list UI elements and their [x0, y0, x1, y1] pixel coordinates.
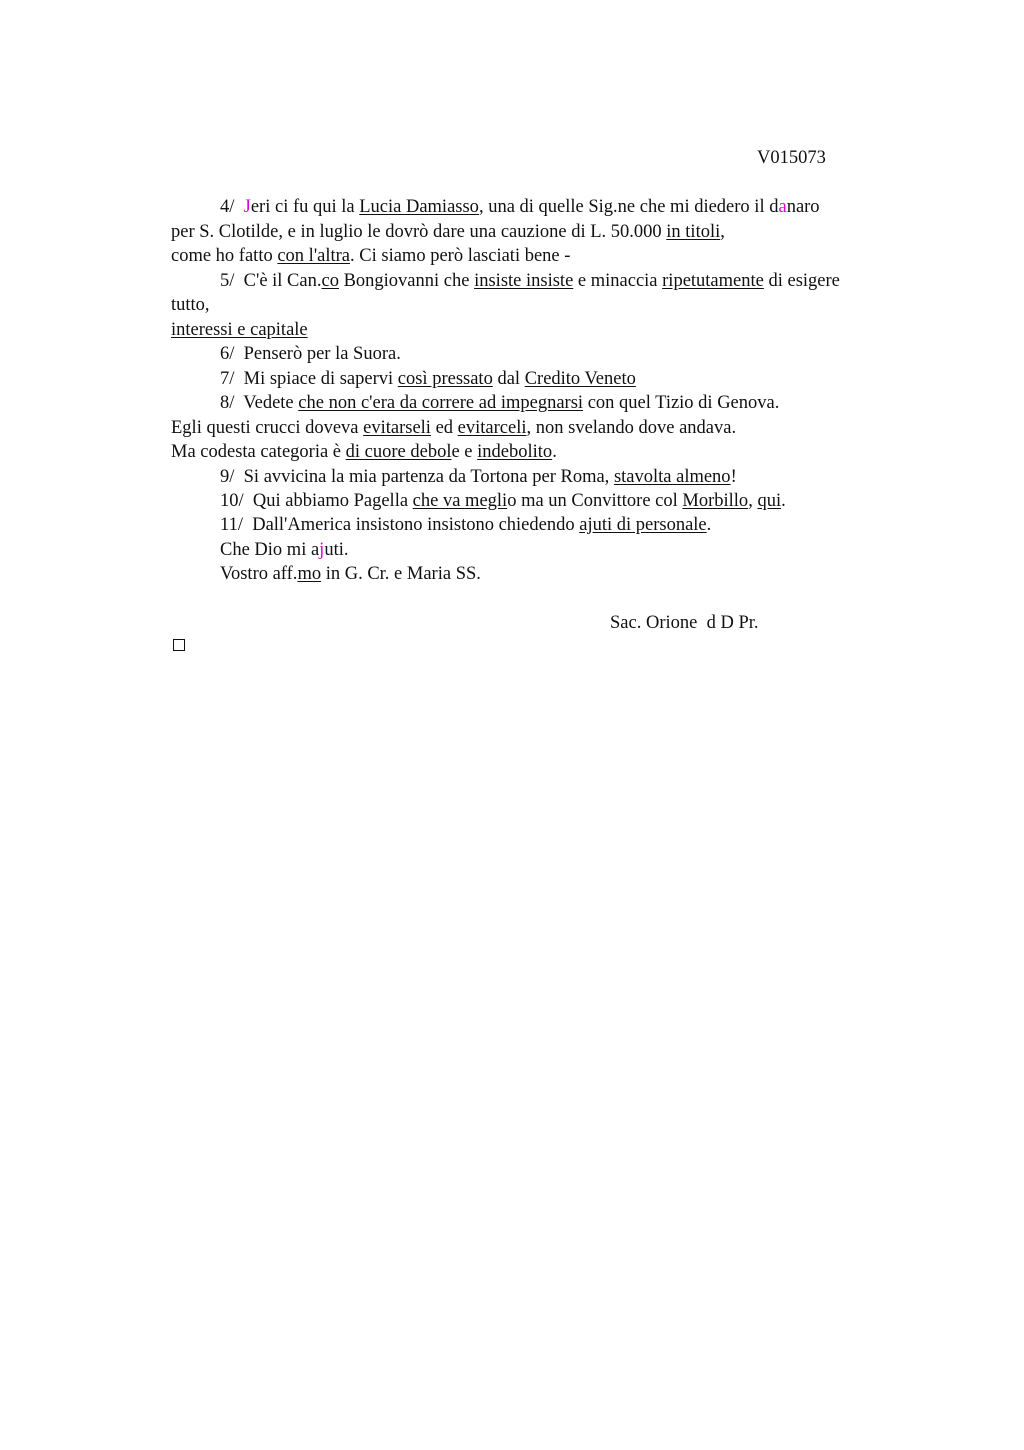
letter-line [220, 489, 786, 513]
text-run: Ma codesta categoria è [171, 442, 346, 462]
underlined-text: ripetutamente [662, 271, 764, 291]
letter-line [220, 391, 779, 415]
letter-line [171, 318, 308, 342]
text-run: . [781, 491, 786, 511]
letter-line [171, 220, 725, 244]
text-run: ed [430, 418, 458, 438]
letter-line [171, 440, 557, 464]
text-run: , una di quelle Sig.ne che mi diedero il d [478, 197, 779, 217]
underlined-text: interessi e capitale [171, 320, 308, 340]
text-run: tutto, [171, 295, 210, 315]
underlined-text: co [321, 271, 339, 291]
highlighted-letter: j [319, 540, 325, 560]
text-run: come ho fatto [171, 246, 278, 266]
text-run: 5/ C'è il Can. [220, 271, 322, 291]
text-run: di esigere [763, 271, 840, 291]
letter-line [171, 244, 570, 268]
text-run: 7/ Mi spiace di sapervi [220, 369, 398, 389]
text-run: uti. [324, 540, 349, 560]
document-id: V015073 [757, 148, 826, 168]
underlined-text: che non c'era da correre ad impegnarsi [298, 393, 584, 413]
text-run: 9/ Si avvicina la mia partenza da Tortona per Roma, [220, 467, 614, 487]
text-run: dal [492, 369, 525, 389]
letter-line [220, 513, 711, 537]
text-run: 8/ Vedete [220, 393, 299, 413]
underlined-text: qui [757, 491, 782, 511]
text-run: ! [730, 467, 737, 487]
highlighted-letter: a [778, 197, 787, 217]
underlined-text: che va megli [412, 491, 508, 511]
underlined-text: stavolta almeno [613, 467, 731, 487]
text-run: Bongiovanni che [338, 271, 475, 291]
letter-line [220, 342, 401, 366]
underlined-text: in titoli [666, 222, 721, 242]
text-run: , [720, 222, 725, 242]
underlined-text: così pressato [397, 369, 493, 389]
letter-line [220, 562, 481, 586]
letter-line [220, 538, 348, 562]
text-run: Che Dio mi a [220, 540, 320, 560]
underlined-text: Lucia Damiasso [359, 197, 479, 217]
text-run: . [552, 442, 557, 462]
text-run: . [706, 515, 712, 535]
text-run: per S. Clotilde, e in luglio le dovrò dare una cauzione di L. 50.000 [171, 222, 667, 242]
underlined-text: Morbillo [682, 491, 749, 511]
text-run: in G. Cr. e Maria SS. [321, 564, 481, 584]
text-run: 4/ [220, 197, 244, 217]
text-run: . Ci siamo però lasciati bene - [350, 246, 571, 266]
text-run: 6/ Penserò per la Suora. [220, 344, 401, 364]
underlined-text: indebolito [477, 442, 553, 462]
letter-line [220, 269, 840, 293]
underlined-text: insiste insiste [474, 271, 574, 291]
letter-line [171, 416, 736, 440]
underlined-text: Credito Veneto [524, 369, 636, 389]
letter-line [220, 367, 636, 391]
text-run: , non svelando dove andava. [526, 418, 737, 438]
underlined-text: con l'altra [277, 246, 351, 266]
underlined-text: evitarseli [363, 418, 431, 438]
text-run: , [748, 491, 758, 511]
underlined-text: evitarceli [457, 418, 527, 438]
text-run: Egli questi crucci doveva [171, 418, 364, 438]
letter-line [171, 293, 210, 317]
text-run: con quel Tizio di Genova. [583, 393, 780, 413]
text-run: Vostro aff. [220, 564, 298, 584]
text-run: naro [786, 197, 820, 217]
letter-line [220, 195, 820, 219]
text-run: 11/ Dall'America insistono insistono chiedendo [220, 515, 580, 535]
text-run: e minaccia [573, 271, 663, 291]
underlined-text: ajuti di personale [579, 515, 707, 535]
text-run: 10/ Qui abbiamo Pagella [220, 491, 413, 511]
end-box-icon [173, 639, 185, 651]
text-run: o ma un Convittore col [507, 491, 683, 511]
signature: Sac. Orione d D Pr. [610, 613, 759, 633]
underlined-text: di cuore debol [345, 442, 452, 462]
highlighted-letter: J [243, 197, 251, 217]
letter-line [220, 465, 737, 489]
underlined-text: mo [297, 564, 322, 584]
text-run: e e [451, 442, 478, 462]
text-run: eri ci fu qui la [250, 197, 360, 217]
